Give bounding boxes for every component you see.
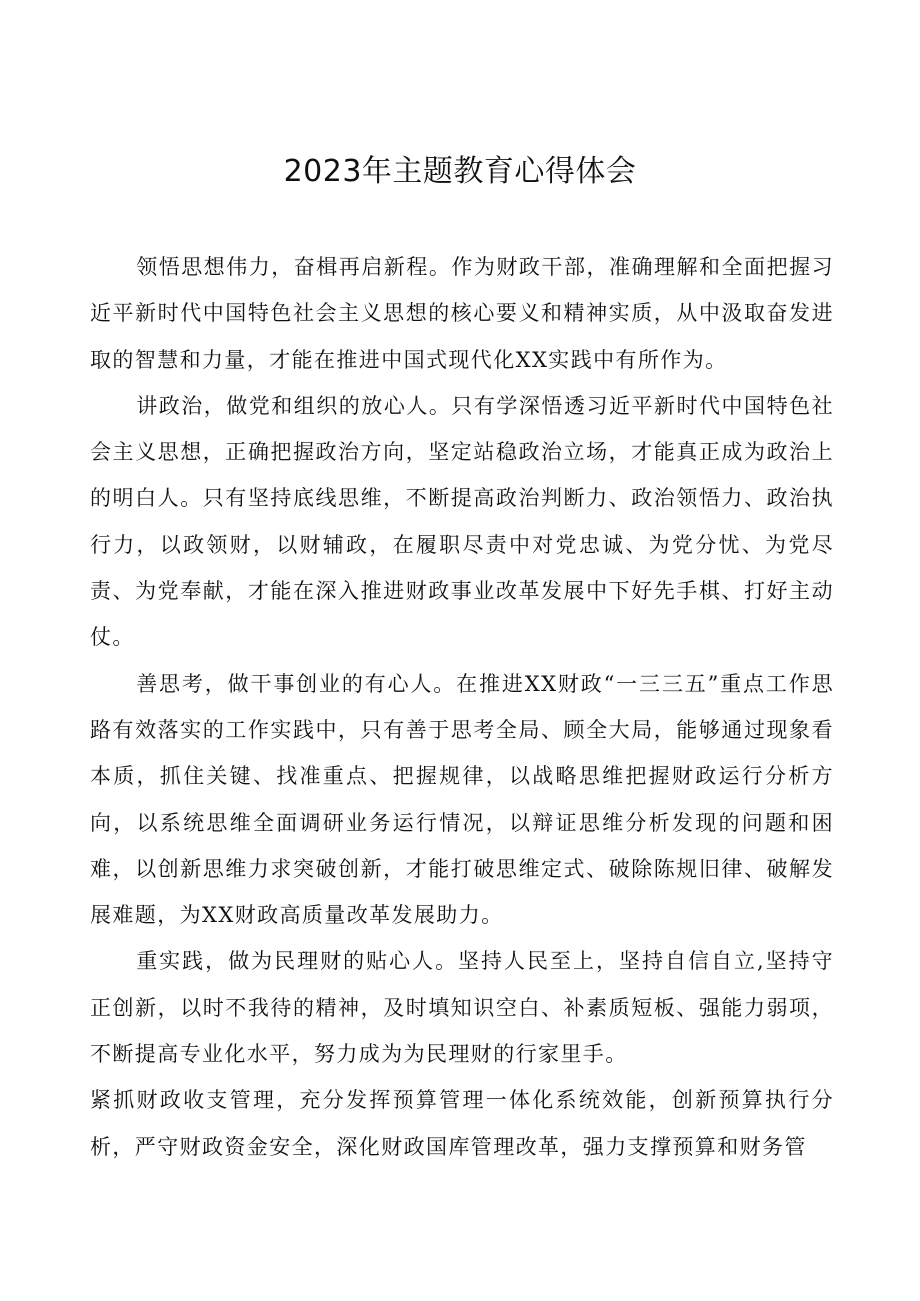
paragraph-2: 讲政治，做党和组织的放心人。只有学深悟透习近平新时代中国特色社会主义思想，正确把握政治方向，坚定站稳政治立场，才能真正成为政治上的明白人。只有坚持底线思维，不断提高政治判断力、政治领悟力、政治执行力，以政领财，以财辅政，在履职尽责中对党忠诚、为党分忧、为党尽责、为党奉献，才能在深入推进财政事业改革发展中下好先手棋、打好主动仗。: [90, 393, 834, 650]
paragraph-4: 重实践，做为民理财的贴心人。坚持人民至上，坚持自信自立,坚持守正创新，以时不我待的精神，及时填知识空白、补素质短板、强能力弱项，不断提高专业化水平，努力成为为民理财的行家里手。: [90, 949, 834, 1067]
paragraph-3: 善思考，做干事创业的有心人。在推进XX财政“一三三五”重点工作思路有效落实的工作实践中，只有善于思考全局、顾全大局，能够通过现象看本质，抓住关键、找准重点、把握规律，以战略思维把握财政运行分析方向，以系统思维全面调研业务运行情况，以辩证思维分析发现的问题和困难，以创新思维力求突破创新，才能打破思维定式、破除陈规旧律、破解发展难题，为XX财政高质量改革发展助力。: [90, 671, 834, 928]
document-title: 2023年主题教育心得体会: [283, 154, 637, 189]
document-body: [90, 244, 834, 1170]
paragraph-1: 领悟思想伟力，奋楫再启新程。作为财政干部，准确理解和全面把握习近平新时代中国特色社会主义思想的核心要义和精神实质，从中汲取奋发进取的智慧和力量，才能在推进中国式现代化XX实践中有所作为。: [90, 255, 834, 372]
paragraph-5: 紧抓财政收支管理，充分发挥预算管理一体化系统效能，创新预算执行分析，严守财政资金安全，深化财政国库管理改革，强力支撑预算和财务管: [90, 1088, 834, 1159]
